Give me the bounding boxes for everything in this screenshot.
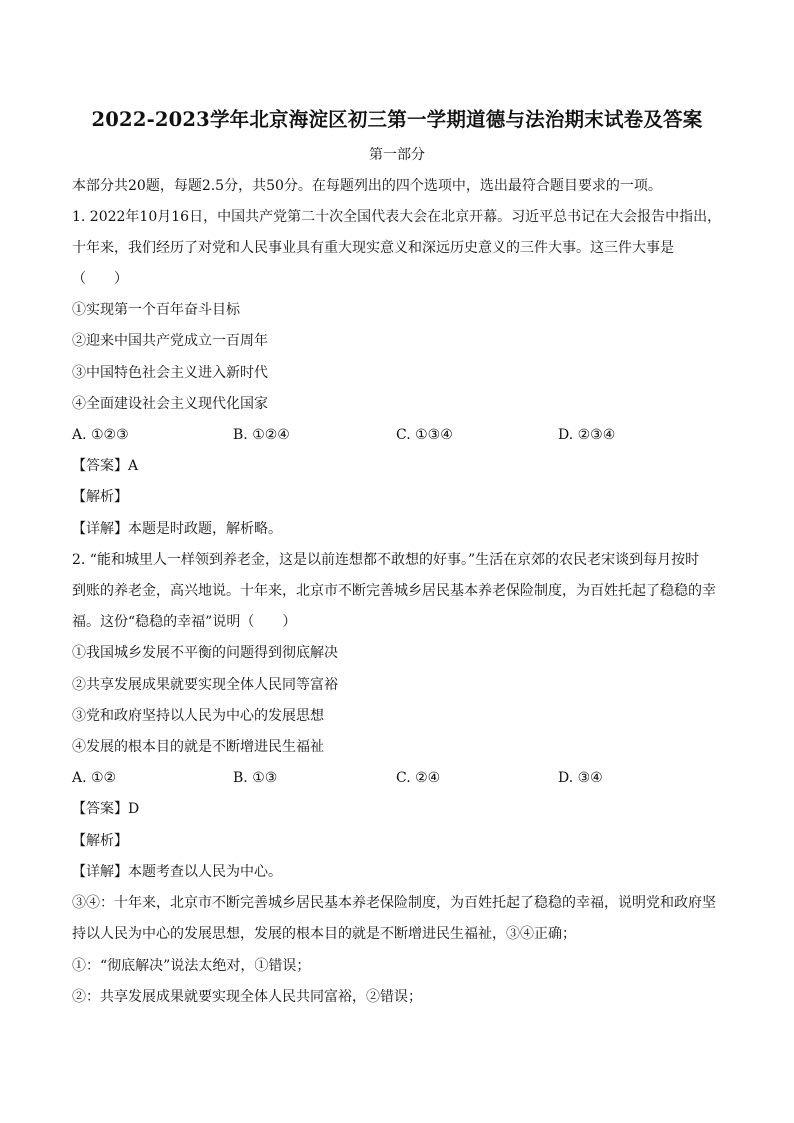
question-2-detail-line-1: 【详解】本题考查以人民为中心。 [72, 864, 282, 880]
question-1-item-1: ①实现第一个百年奋斗目标 [72, 302, 240, 318]
question-1-stem-line-3: （ ） [72, 271, 128, 287]
question-1-detail-line-1: 【详解】本题是时政题，解析略。 [72, 521, 282, 537]
question-2-stem-line-1: 2. “能和城里人一样领到养老金，这是以前连想都不敢想的好事。”生活在京郊的农民老宋谈到每月按时 [72, 552, 700, 568]
question-1-item-3: ③中国特色社会主义进入新时代 [72, 365, 268, 381]
question-2-analysis-heading: 【解析】 [72, 833, 128, 849]
document-title: 2022-2023学年北京海淀区初三第一学期道德与法治期末试卷及答案 [91, 108, 703, 131]
section-heading: 第一部分 [369, 147, 425, 163]
question-1-option-b: B. ①②④ [233, 427, 290, 443]
question-1-stem-line-1: 1. 2022年10月16日，中国共产党第二十次全国代表大会在北京开幕。习近平总书记在大会报告中指出， [72, 209, 722, 225]
question-2-option-d: D. ③④ [558, 770, 603, 786]
question-1-item-2: ②迎来中国共产党成立一百周年 [72, 333, 268, 349]
question-1-analysis-heading: 【解析】 [72, 489, 128, 505]
question-2-item-1: ①我国城乡发展不平衡的问题得到彻底解决 [72, 645, 338, 661]
question-2-stem-line-3: 福。这份“稳稳的幸福”说明（ ） [72, 614, 297, 630]
question-1-item-4: ④全面建设社会主义现代化国家 [72, 396, 268, 412]
question-2-item-2: ②共享发展成果就要实现全体人民同等富裕 [72, 677, 338, 693]
question-2-detail-line-4: ①：“彻底解决”说法太绝对，①错误； [72, 958, 311, 974]
question-1-option-a: A. ①②③ [72, 427, 129, 443]
question-2-answer: 【答案】D [72, 801, 140, 817]
question-2-option-b: B. ①③ [233, 770, 278, 786]
section-instructions: 本部分共20题，每题2.5分，共50分。在每题列出的四个选项中，选出最符合题目要求的一项。 [72, 178, 662, 194]
question-2-item-3: ③党和政府坚持以人民为中心的发展思想 [72, 708, 324, 724]
question-2-option-c: C. ②④ [396, 770, 441, 786]
question-1-answer: 【答案】A [72, 458, 139, 474]
question-2-item-4: ④发展的根本目的就是不断增进民生福祉 [72, 739, 324, 755]
question-2-detail-line-3: 持以人民为中心的发展思想，发展的根本目的就是不断增进民生福祉，③④正确； [72, 926, 576, 942]
question-1-stem-line-2: 十年来，我们经历了对党和人民事业具有重大现实意义和深远历史意义的三件大事。这三件大事是 [72, 240, 674, 256]
question-1-option-d: D. ②③④ [558, 427, 616, 443]
question-1-option-c: C. ①③④ [396, 427, 453, 443]
question-2-detail-line-5: ②：共享发展成果就要实现全体人民共同富裕，②错误； [72, 989, 422, 1005]
question-2-stem-line-2: 到账的养老金，高兴地说。十年来，北京市不断完善城乡居民基本养老保险制度，为百姓托起了稳稳的幸 [72, 583, 716, 599]
question-2-detail-line-2: ③④：十年来，北京市不断完善城乡居民基本养老保险制度，为百姓托起了稳稳的幸福，说明党和政府坚 [72, 895, 716, 911]
question-2-option-a: A. ①② [72, 770, 117, 786]
